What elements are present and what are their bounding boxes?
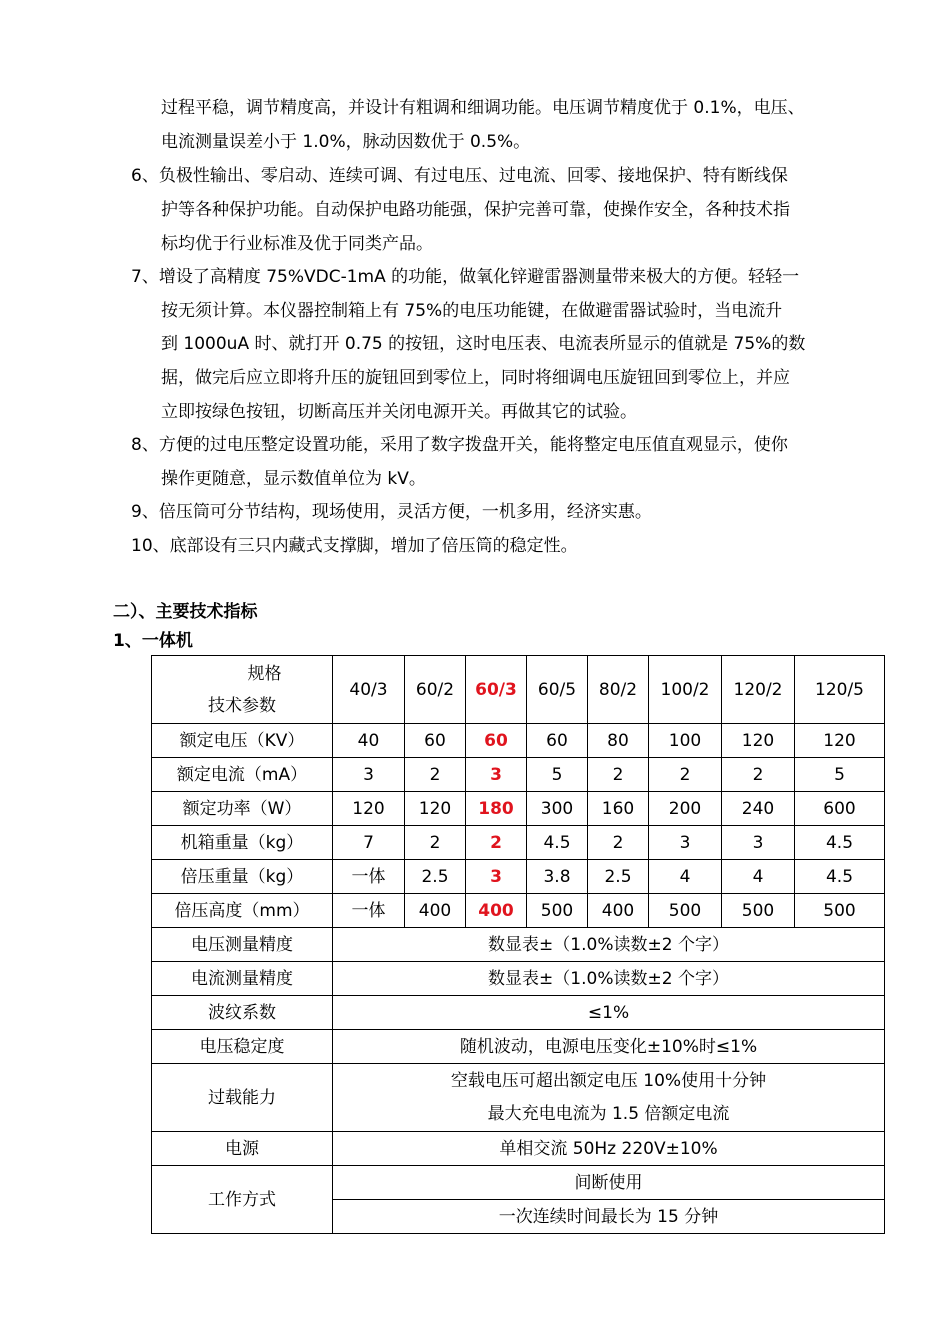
row-label: 电压稳定度 <box>152 1030 333 1064</box>
value-cell: 2 <box>649 758 722 792</box>
table-row <box>152 1166 885 1200</box>
section-heading: 二）、主要技术指标 <box>113 602 258 622</box>
model-cell: 60/2 <box>405 656 466 724</box>
table-row <box>152 826 885 860</box>
value-cell: 4.5 <box>795 826 885 860</box>
spanning-value-cell: 单相交流 50Hz 220V±10% <box>333 1132 885 1166</box>
value-cell-highlight: 2 <box>466 826 527 860</box>
overload-line-2: 最大充电电流为 1.5 倍额定电流 <box>487 1103 730 1124</box>
body-line: 按无须计算。本仪器控制箱上有 75%的电压功能键，在做避雷器试验时，当电流升 <box>161 301 783 321</box>
row-label: 倍压重量（kg） <box>152 860 333 894</box>
body-line: 6、负极性输出、零启动、连续可调、有过电压、过电流、回零、接地保护、特有断线保 <box>131 166 788 186</box>
value-cell: 4 <box>649 860 722 894</box>
value-cell: 500 <box>527 894 588 928</box>
value-cell-highlight: 60 <box>466 724 527 758</box>
body-line: 到 1000uA 时、就打开 0.75 的按钮，这时电压表、电流表所显示的值就是 75%的数 <box>161 334 806 354</box>
value-cell: 3.8 <box>527 860 588 894</box>
value-cell: 600 <box>795 792 885 826</box>
value-cell: 2 <box>588 758 649 792</box>
body-line: 电流测量误差小于 1.0%，脉动因数优于 0.5%。 <box>161 132 531 152</box>
table-row <box>152 996 885 1030</box>
value-cell: 80 <box>588 724 649 758</box>
table-row <box>152 758 885 792</box>
value-cell: 120 <box>795 724 885 758</box>
value-cell: 2.5 <box>588 860 649 894</box>
value-cell: 2 <box>588 826 649 860</box>
value-cell-highlight: 3 <box>466 860 527 894</box>
spanning-value-cell: 数显表±（1.0%读数±2 个字） <box>333 962 885 996</box>
row-label: 电源 <box>152 1132 333 1166</box>
value-cell: 120 <box>333 792 405 826</box>
spanning-value-cell: 随机波动，电源电压变化±10%时≤1% <box>333 1030 885 1064</box>
row-label: 额定功率（W） <box>152 792 333 826</box>
table-header-row <box>152 656 885 724</box>
header-spec-label: 规格 <box>247 663 282 684</box>
body-line: 10、底部设有三只内藏式支撑脚，增加了倍压筒的稳定性。 <box>131 536 578 556</box>
value-cell: 4.5 <box>527 826 588 860</box>
value-cell: 120 <box>405 792 466 826</box>
value-cell: 240 <box>722 792 795 826</box>
value-cell: 2 <box>405 758 466 792</box>
spanning-value-cell: 一次连续时间最长为 15 分钟 <box>333 1200 885 1234</box>
value-cell: 160 <box>588 792 649 826</box>
model-cell: 120/5 <box>795 656 885 724</box>
row-label: 倍压高度（mm） <box>152 894 333 928</box>
body-line: 护等各种保护功能。自动保护电路功能强，保护完善可靠，使操作安全，各种技术指 <box>161 200 790 220</box>
model-cell-highlight: 60/3 <box>466 656 527 724</box>
body-line: 8、方便的过电压整定设置功能，采用了数字拨盘开关，能将整定电压值直观显示，使你 <box>131 435 788 455</box>
body-line: 9、倍压筒可分节结构，现场使用，灵活方便，一机多用，经济实惠。 <box>131 502 652 522</box>
value-cell: 500 <box>722 894 795 928</box>
table-row <box>152 1064 885 1132</box>
body-line: 过程平稳，调节精度高，并设计有粗调和细调功能。电压调节精度优于 0.1%，电压、 <box>161 98 805 118</box>
model-cell: 60/5 <box>527 656 588 724</box>
value-cell: 100 <box>649 724 722 758</box>
spanning-value-cell: ≤1% <box>333 996 885 1030</box>
table-row <box>152 792 885 826</box>
row-label: 额定电压（KV） <box>152 724 333 758</box>
value-cell: 40 <box>333 724 405 758</box>
body-line: 立即按绿色按钮，切断高压并关闭电源开关。再做其它的试验。 <box>161 402 637 422</box>
value-cell: 400 <box>588 894 649 928</box>
table-row <box>152 860 885 894</box>
value-cell: 4 <box>722 860 795 894</box>
spanning-value-cell: 间断使用 <box>333 1166 885 1200</box>
value-cell: 120 <box>722 724 795 758</box>
value-cell: 2.5 <box>405 860 466 894</box>
value-cell: 7 <box>333 826 405 860</box>
value-cell-highlight: 180 <box>466 792 527 826</box>
value-cell: 5 <box>795 758 885 792</box>
spec-table <box>151 655 885 1234</box>
value-cell: 3 <box>333 758 405 792</box>
value-cell: 60 <box>405 724 466 758</box>
table-row <box>152 1030 885 1064</box>
table-row <box>152 962 885 996</box>
row-label: 电流测量精度 <box>152 962 333 996</box>
value-cell: 4.5 <box>795 860 885 894</box>
value-cell: 5 <box>527 758 588 792</box>
model-cell: 120/2 <box>722 656 795 724</box>
spanning-value-cell: 数显表±（1.0%读数±2 个字） <box>333 928 885 962</box>
model-cell: 40/3 <box>333 656 405 724</box>
table-row <box>152 724 885 758</box>
value-cell: 500 <box>649 894 722 928</box>
body-line: 据，做完后应立即将升压的旋钮回到零位上，同时将细调电压旋钮回到零位上，并应 <box>161 368 790 388</box>
value-cell: 一体 <box>333 860 405 894</box>
table-row <box>152 928 885 962</box>
value-cell: 400 <box>405 894 466 928</box>
value-cell-highlight: 400 <box>466 894 527 928</box>
value-cell: 500 <box>795 894 885 928</box>
value-cell: 200 <box>649 792 722 826</box>
value-cell: 3 <box>649 826 722 860</box>
value-cell: 2 <box>722 758 795 792</box>
model-cell: 100/2 <box>649 656 722 724</box>
row-label: 机箱重量（kg） <box>152 826 333 860</box>
table-row <box>152 894 885 928</box>
value-cell: 2 <box>405 826 466 860</box>
table-row <box>152 1132 885 1166</box>
spanning-value-cell <box>333 1064 885 1132</box>
row-label: 工作方式 <box>152 1166 333 1234</box>
header-corner-cell <box>152 656 333 724</box>
model-cell: 80/2 <box>588 656 649 724</box>
header-param-label: 技术参数 <box>208 695 276 716</box>
body-line: 操作更随意，显示数值单位为 kV。 <box>161 469 426 489</box>
body-line: 7、增设了高精度 75%VDC-1mA 的功能，做氧化锌避雷器测量带来极大的方便。轻轻一 <box>131 267 800 287</box>
value-cell: 3 <box>722 826 795 860</box>
row-label: 波纹系数 <box>152 996 333 1030</box>
row-label: 额定电流（mA） <box>152 758 333 792</box>
row-label: 电压测量精度 <box>152 928 333 962</box>
body-line: 标均优于行业标准及优于同类产品。 <box>161 234 433 254</box>
row-label: 过载能力 <box>152 1064 333 1132</box>
value-cell: 60 <box>527 724 588 758</box>
value-cell: 一体 <box>333 894 405 928</box>
sub-heading: 1、一体机 <box>113 631 193 651</box>
value-cell-highlight: 3 <box>466 758 527 792</box>
overload-line-1: 空载电压可超出额定电压 10%使用十分钟 <box>450 1070 767 1091</box>
value-cell: 300 <box>527 792 588 826</box>
